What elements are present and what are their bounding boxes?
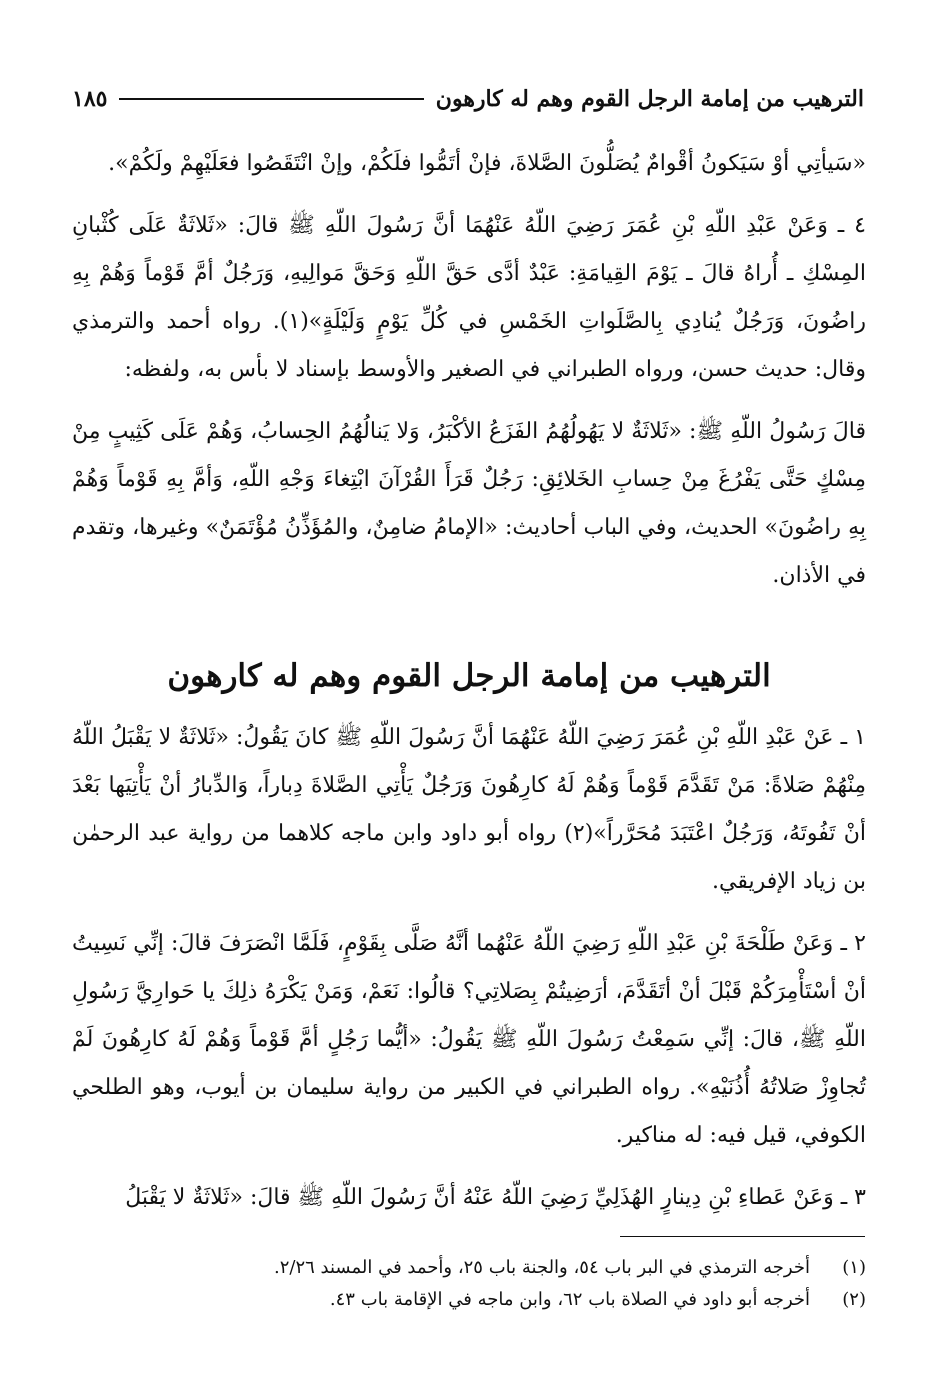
- main-text: [72, 140, 866, 1222]
- footnote-divider: [620, 1236, 865, 1237]
- footnote-item: [72, 1284, 866, 1316]
- paragraph-hadith-1: ١ ـ عَنْ عَبْدِ اللّهِ بْنِ عُمَرَ رَضِيَ اللّهُ عَنْهُمَا أنَّ رَسُولَ اللّهِ ﷺ كانَ يَقُولُ: «ثَلاثَةٌ لا يَقْبَلُ اللّهُ مِنْهُمْ صَلاةً: مَنْ تَقَدَّمَ قَوْماً وَهُمْ لَهُ كارِهُونَ وَرَجُلٌ يَأْتِي الصَّلاةَ دِباراً، وَالدِّبارُ أنْ يَأْتِيَها بَعْدَ أنْ تَفُوتَهُ، وَرَجُلٌ اعْتَبَدَ مُحَرَّراً»(٢) رواه أبو داود وابن ماجه كلاهما من رواية عبد الرحمٰن بن زياد الإفريقي.: [72, 725, 866, 894]
- paragraph-hadith-2: ٢ ـ وَعَنْ طَلْحَةَ بْنِ عَبْدِ اللّهِ رَضِيَ اللّهُ عَنْهُما أنَّهُ صَلَّى بِقَوْمٍ، فَلَمَّا انْصَرَفَ قالَ: إنِّي نَسِيتُ أنْ أسْتَأْمِرَكُمْ قَبْلَ أنْ أتَقَدَّمَ، أرَضِيتُمْ بِصَلاتِي؟ قالُوا: نَعَمْ، وَمَنْ يَكْرَهُ ذلِكَ يا حَوارِيَّ رَسُولِ اللّهِ ﷺ، قالَ: إنِّي سَمِعْتُ رَسُولَ اللّهِ ﷺ يَقُولُ: «أيُّما رَجُلٍ أمَّ قَوْماً وَهُمْ لَهُ كارِهُونَ لَمْ تُجاوِزْ صَلاتُهُ أُذُنَيْهِ». رواه الطبراني في الكبير من رواية سليمان بن أيوب، وهو الطلحي الكوفي، قيل فيه: له مناكير.: [72, 931, 866, 1148]
- footnotes: [72, 1252, 866, 1316]
- section-heading: الترهيب من إمامة الرجل القوم وهم له كارهون: [167, 658, 771, 694]
- footnote-item: [72, 1252, 866, 1284]
- footnote-number: (٢): [842, 1289, 866, 1310]
- footnote-number: (١): [842, 1257, 866, 1278]
- footnote-text: أخرجه أبو داود في الصلاة باب ٦٢، وابن ماجه في الإقامة باب ٤٣.: [329, 1289, 810, 1310]
- paragraph-hadith-4-variant: قالَ رَسُولُ اللّهِ ﷺ: «ثَلاثَةٌ لا يَهُولُهُمُ الفَزَعُ الأكْبَرُ، وَلا يَنالُهُمُ الحِسابُ، وَهُمْ عَلَى كَثِيبٍ مِنْ مِسْكٍ حَتَّى يَفْرُغَ مِنْ حِسابِ الخَلائِقِ: رَجُلٌ قَرَأَ القُرْآنَ ابْتِغاءَ وَجْهِ اللّهِ، وَأمَّ بِهِ قَوْماً وَهُمْ بِهِ راضُونَ» الحديث، وفي الباب أحاديث: «الإمامُ ضامِنٌ، والمُؤَذِّنُ مُؤْتَمَنٌ» وغيرها، وتقدم في الأذان.: [72, 419, 866, 588]
- paragraph-hadith-3: ٣ ـ وَعَنْ عَطاءِ بْنِ دِينارٍ الهُذَلِيِّ رَضِيَ اللّهُ عَنْهُ أنَّ رَسُولَ اللّهِ ﷺ قالَ: «ثَلاثَةٌ لا يَقْبَلُ: [125, 1185, 866, 1210]
- header-rule: [119, 98, 423, 100]
- page-header: [72, 86, 864, 112]
- page-number: ١٨٥: [72, 86, 108, 112]
- paragraph-hadith-4: ٤ ـ وَعَنْ عَبْدِ اللّهِ بْنِ عُمَرَ رَضِيَ اللّهُ عَنْهُمَا أنَّ رَسُولَ اللّهِ ﷺ قالَ: «ثَلاثَةٌ عَلَى كُثْبانِ المِسْكِ ـ أُراهُ قالَ ـ يَوْمَ القِيامَةِ: عَبْدٌ أدَّى حَقَّ اللّهِ وَحَقَّ مَوالِيهِ، وَرَجُلٌ أمَّ قَوْماً وَهُمْ بِهِ راضُونَ، وَرَجُلٌ يُنادِي بِالصَّلَواتِ الخَمْسِ في كُلِّ يَوْمٍ وَلَيْلَةٍ»(١). رواه أحمد والترمذي وقال: حديث حسن، ورواه الطبراني في الصغير والأوسط بإسناد لا بأس به، ولفظه:: [72, 213, 866, 382]
- running-title: الترهيب من إمامة الرجل القوم وهم له كارهون: [435, 86, 864, 112]
- footnote-text: أخرجه الترمذي في البر باب ٥٤، والجنة باب ٢٥، وأحمد في المسند ٢/٢٦.: [274, 1257, 810, 1278]
- paragraph-hadith-continuation: «سَيأتِي أوْ سَيَكونُ أقْوامٌ يُصَلُّونَ الصَّلاةَ، فإنْ أتَمُّوا فلَكُمْ، وإنْ انْتَقَصُوا فعَلَيْهِمْ ولَكُمْ».: [108, 151, 866, 176]
